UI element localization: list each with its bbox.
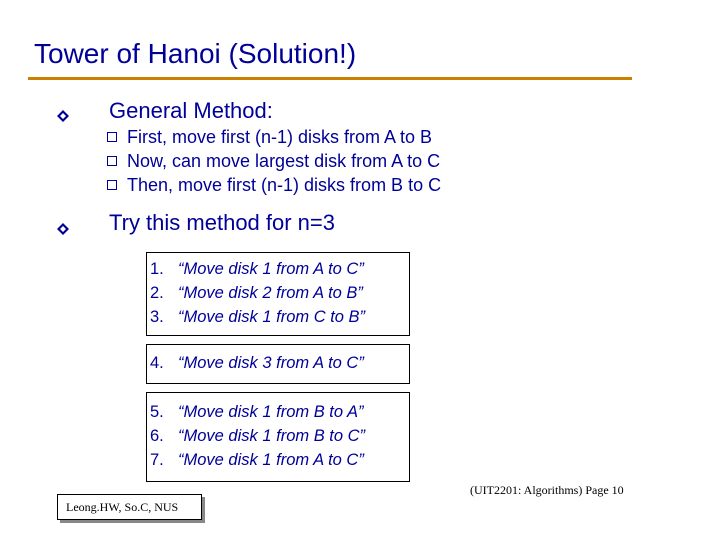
sub-item-2: Now, can move largest disk from A to C [107, 151, 440, 172]
moves-box-2 [146, 344, 410, 384]
title-underline [28, 77, 632, 80]
move-step: 4. “Move disk 3 from A to C” [150, 354, 364, 372]
square-bullet-icon [107, 156, 117, 166]
diamond-bullet-icon [56, 109, 70, 123]
slide-title: Tower of Hanoi (Solution!) [34, 38, 357, 69]
move-step: 7. “Move disk 1 from A to C” [150, 451, 364, 469]
move-step: 2. “Move disk 2 from A to B” [150, 284, 363, 302]
sub-item-1: First, move first (n-1) disks from A to B [107, 127, 432, 148]
moves-box-3 [146, 392, 410, 482]
move-step: 1. “Move disk 1 from A to C” [150, 260, 364, 278]
bullet-general-method: General Method: [109, 98, 273, 123]
square-bullet-icon [107, 180, 117, 190]
footer-author: Leong.HW, So.C, NUS [66, 500, 179, 514]
move-step: 3. “Move disk 1 from C to B” [150, 308, 366, 326]
diamond-bullet-icon [56, 222, 70, 236]
bullet-try-method: Try this method for n=3 [109, 210, 336, 235]
move-step: 5. “Move disk 1 from B to A” [150, 403, 364, 421]
moves-box-1 [146, 252, 410, 336]
sub-item-3: Then, move first (n-1) disks from B to C [107, 175, 441, 196]
footer-course-page: (UIT2201: Algorithms) Page 10 [470, 483, 624, 497]
square-bullet-icon [107, 132, 117, 142]
move-step: 6. “Move disk 1 from B to C” [150, 427, 366, 445]
footer-author-box [57, 494, 202, 520]
